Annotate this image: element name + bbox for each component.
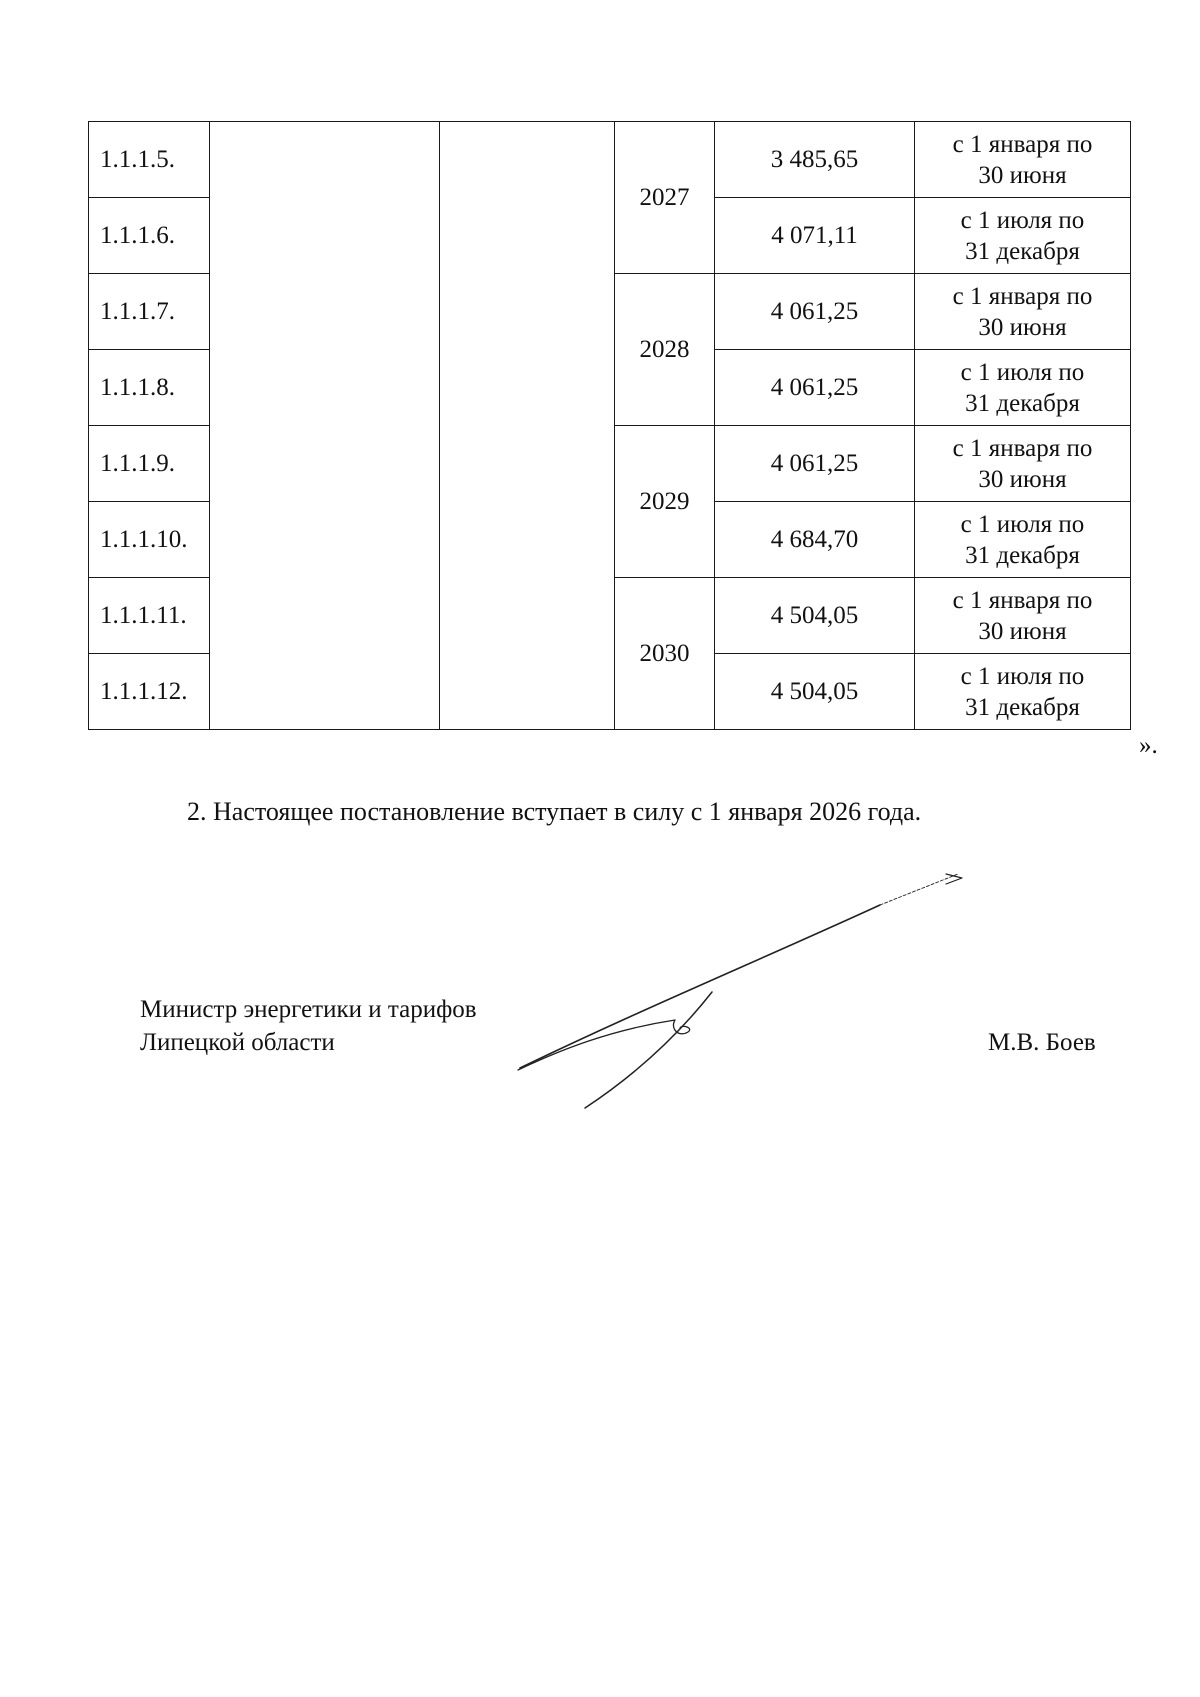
clause-2-text: 2. Настоящее постановление вступает в силу с 1 января 2026 года.	[187, 797, 922, 826]
row-number: 1.1.1.12.	[89, 654, 210, 730]
row-number: 1.1.1.6.	[89, 198, 210, 274]
row-number: 1.1.1.7.	[89, 274, 210, 350]
merged-empty-cell	[210, 122, 440, 730]
handwritten-signature	[500, 860, 980, 1110]
tariff-value: 4 061,25	[715, 426, 915, 502]
period-line: 31 декабря	[965, 389, 1080, 417]
period-line: 31 декабря	[965, 237, 1080, 265]
period-line: 31 декабря	[965, 541, 1080, 569]
period-line: с 1 января по	[952, 282, 1093, 310]
period-line: с 1 января по	[952, 586, 1093, 614]
period-line: 30 июня	[978, 465, 1067, 493]
period-cell	[915, 274, 1131, 350]
period-line: 31 декабря	[965, 693, 1080, 721]
period-line: 30 июня	[978, 161, 1067, 189]
row-number: 1.1.1.9.	[89, 426, 210, 502]
tariff-value: 4 684,70	[715, 502, 915, 578]
tariff-table	[88, 121, 1131, 730]
row-number: 1.1.1.5.	[89, 122, 210, 198]
signatory-position-line-2: Липецкой области	[140, 1029, 335, 1056]
closing-quote: ».	[1139, 732, 1158, 759]
table-row	[89, 122, 1131, 198]
row-number: 1.1.1.8.	[89, 350, 210, 426]
tariff-value: 4 061,25	[715, 274, 915, 350]
period-line: с 1 января по	[952, 434, 1093, 462]
signatory-position-line-1: Министр энергетики и тарифов	[140, 996, 477, 1023]
year-cell: 2028	[615, 274, 715, 426]
year-cell: 2029	[615, 426, 715, 578]
tariff-value: 4 061,25	[715, 350, 915, 426]
period-cell	[915, 122, 1131, 198]
period-line: с 1 июля по	[960, 206, 1085, 234]
period-line: 30 июня	[978, 313, 1067, 341]
row-number: 1.1.1.10.	[89, 502, 210, 578]
period-cell	[915, 198, 1131, 274]
period-line: с 1 января по	[952, 130, 1093, 158]
period-line: с 1 июля по	[960, 510, 1085, 538]
tariff-value: 3 485,65	[715, 122, 915, 198]
row-number: 1.1.1.11.	[89, 578, 210, 654]
year-cell: 2030	[615, 578, 715, 730]
merged-empty-cell	[440, 122, 615, 730]
period-line: с 1 июля по	[960, 358, 1085, 386]
tariff-value: 4 071,11	[715, 198, 915, 274]
period-cell	[915, 654, 1131, 730]
period-cell	[915, 502, 1131, 578]
tariff-value: 4 504,05	[715, 654, 915, 730]
period-cell	[915, 578, 1131, 654]
signatory-name: М.В. Боев	[988, 1029, 1096, 1056]
period-cell	[915, 426, 1131, 502]
period-cell	[915, 350, 1131, 426]
period-line: с 1 июля по	[960, 662, 1085, 690]
period-line: 30 июня	[978, 617, 1067, 645]
year-cell: 2027	[615, 122, 715, 274]
tariff-value: 4 504,05	[715, 578, 915, 654]
